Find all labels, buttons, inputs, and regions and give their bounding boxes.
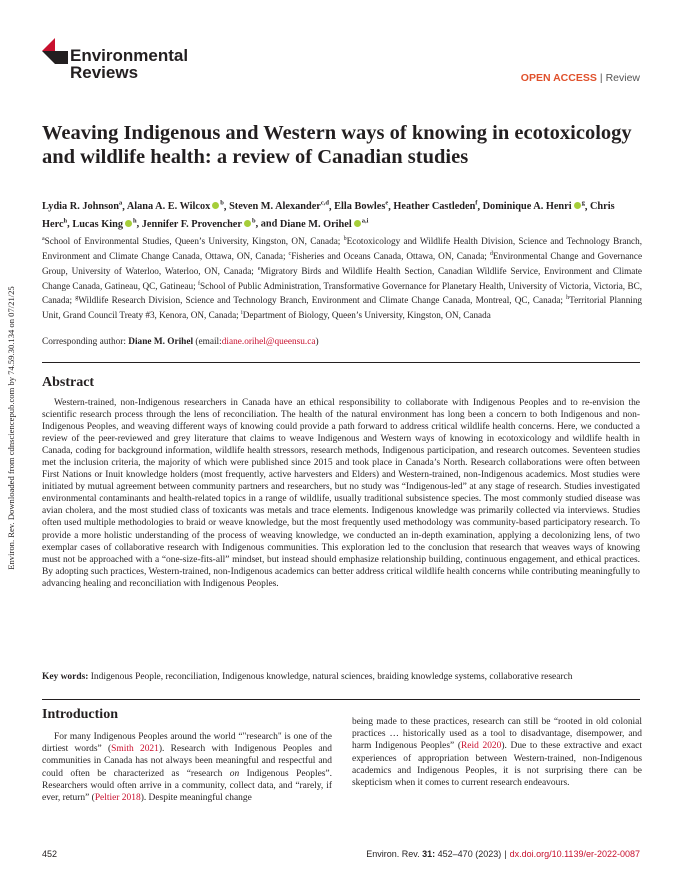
intro-text: ). Research with Indigenous Peoples and communities in Canada has not always been meaningful and respectful and could often be characterized as “research: [42, 744, 332, 779]
affiliation-mark: h: [566, 295, 570, 302]
author-affiliation-mark: e: [385, 200, 389, 207]
orcid-icon[interactable]: [354, 220, 361, 227]
orcid-icon[interactable]: [212, 202, 219, 209]
access-badge: [521, 72, 640, 84]
affiliations: [42, 233, 642, 322]
intro-text: ). Despite meaningful change: [140, 793, 252, 804]
corresponding-email-link[interactable]: diane.orihel@queensu.ca: [221, 337, 316, 347]
author-name: Lucas King: [72, 218, 123, 230]
download-note-text: Environ. Rev. Downloaded from cdnsciencepub.com by 74.59.30.134 on 07/21/25: [6, 286, 16, 570]
introduction-heading: Introduction: [42, 707, 118, 722]
open-access-label: OPEN ACCESS: [520, 72, 597, 84]
article-title: Weaving Indigenous and Western ways of knowing in ecotoxicology and wildlife health: a review of Canadian studies: [42, 122, 632, 168]
affiliation-mark: i: [241, 310, 243, 317]
intro-text: ). Due to these extractive and exact experiences of appropriation between Western-trained, non-Indigenous academics and Indigenous Peoples, it is not surprising there can be skepticism when it comes to current research endeavours.: [352, 741, 642, 789]
citation-link-peltier[interactable]: Peltier 2018: [94, 793, 141, 804]
author-affiliation-mark: a,i: [361, 217, 369, 225]
author-name: Alana A. E. Wilcox: [126, 201, 211, 213]
footer-separator: |: [504, 849, 507, 859]
affiliation-text: School of Environmental Studies, Queen’s University, Kingston, ON, Canada;: [44, 236, 341, 247]
affiliation-text: Territorial Planning Unit, Grand Council Treaty #3, Kenora, ON, Canada;: [42, 295, 643, 321]
doi-link[interactable]: dx.doi.org/10.1139/er-2022-0087: [509, 849, 640, 859]
author-affiliation-mark: b: [220, 200, 224, 207]
affiliation-text: Wildlife Research Division, Science and Technology Branch, Environment and Climate Change Canada, Montreal, QC, Canada;: [78, 295, 563, 306]
affiliation-mark: d: [489, 250, 493, 257]
author-name: Jennifer F. Provencher: [141, 218, 242, 230]
author-affiliation-mark: f: [475, 200, 478, 207]
intro-text: being made to these practices, research can still be “rooted in old colonial practices … historically used as a tool to disadvantage, disempower, and harm Indigenous Peoples” (: [352, 717, 642, 752]
affiliation-text: School of Public Administration, Transformative Governance for Planetary Health, University of Victoria, Victoria, BC, Canada;: [42, 280, 642, 306]
author-name: Chris Herc: [42, 201, 615, 230]
author: [142, 219, 256, 230]
journal-name-line1: Environmental: [70, 46, 189, 65]
keywords-text: Indigenous People, reconciliation, Indigenous knowledge, natural sciences, braiding knowledge systems, collaborative research: [90, 672, 573, 682]
affiliation-mark: b: [343, 236, 347, 242]
intro-text: Indigenous Peoples”. Researchers would often arrive in a community, collect data, and “rarely, if ever, return” (: [42, 768, 332, 804]
affiliation-mark: e: [257, 265, 261, 272]
email-prefix: (email:: [195, 337, 222, 347]
author: [127, 201, 224, 212]
keywords: [42, 671, 640, 684]
author-affiliation-mark: h: [132, 217, 137, 225]
affiliation-text: Environmental Change and Governance Group, University of Waterloo, Waterloo, ON, Canada;: [42, 250, 643, 276]
affiliation-mark: c: [288, 250, 292, 257]
affiliation-text: Migratory Birds and Wildlife Health Section, Canadian Wildlife Service, Environment and Climate Change Canada, Gatineau, QC, Gatineau;: [42, 265, 643, 291]
footer-journal: Environ. Rev.: [366, 849, 420, 859]
affiliation-mark: f: [198, 280, 201, 287]
intro-emphasis: on: [229, 768, 240, 779]
affiliation-text: Fisheries and Oceans Canada, Ottawa, ON, Canada;: [291, 250, 487, 261]
author: [483, 201, 585, 212]
author-name: Ella Bowles: [334, 201, 386, 213]
page-number: 452: [42, 849, 58, 859]
author-affiliation-mark: b: [251, 217, 256, 225]
introduction-left-column: [42, 731, 332, 804]
author: [72, 219, 136, 230]
citation-link-reid[interactable]: Reid 2020: [461, 741, 502, 752]
journal-logo-icon: [42, 38, 68, 64]
section-divider-top: [42, 362, 640, 363]
author: [334, 201, 388, 212]
intro-text: For many Indigenous Peoples around the world “"research" is one of the dirtiest words” (: [42, 732, 332, 755]
affiliation-mark: a: [42, 236, 45, 242]
author-affiliation-mark: a: [118, 200, 123, 207]
author: [280, 219, 368, 230]
author-name: Diane M. Orihel: [279, 218, 352, 230]
footer-pages-year: 452–470 (2023): [437, 849, 502, 859]
abstract-text: Western-trained, non-Indigenous researchers in Canada have an ethical responsibility to collaborate with Indigenous Peoples and to re-envision the scientific research process through the lens of reconciliation. The health of the natural environment has long been a concern to both Indigenous and non-Indigenous Peoples, and weaving different ways of knowing could provide a path forward to address critical wildlife health concerns. Here, we conducted a review of the peer-reviewed and grey literature that claims to weave Indigenous and Western ways of knowing in ecotoxicology and wildlife health in Canada, coding for background information, wildlife health stressors, research methods, Indigenous participation, and research outcomes. Seventeen studies met the inclusion criteria, the majority of which were published since 2015 and took place in Canada’s North. Research collaborations were often between First Nations or Inuit knowledge holders (most frequently, active harvesters and Elders) and Western-trained, non-Indigenous academics. Most studies were initiated by mutual agreement between community partners and researchers, but no study was “Indigenous-led” at any stage of research. Studies investigated environmental contaminants and health-related topics in a range of wildlife, usually traditional subsistence species. The most commonly studied disease was avian cholera, and the most studied class of toxicants was metals and trace elements. Indigenous knowledge was primarily collected via interviews. Studies often used multiple methodologies to braid or weave knowledge, but the most frequently used methodology was community-based participatory research. To provide a more holistic understanding of the process of weaving knowledge, we conducted an in-depth examination, applying a decolonizing lens, of two exemplar cases of collaborative research with Indigenous communities. This exploration led to the conclusion that research that weaves ways of knowing must not be approached with a “one-size-fits-all” mindset, but instead should emphasize relationship building, continuous engagement, and ethical practices. By adopting such practices, Western-trained, non-Indigenous academics can better address critical wildlife health concerns while contributing meaningfully to advancing healing and reconciliation with Indigenous Peoples.: [42, 398, 640, 589]
corresponding-name: Diane M. Orihel: [128, 337, 194, 347]
affiliation-text: Ecotoxicology and Wildlife Health Division, Science and Technology Branch, Environment and Climate Change Canada, Ottawa, ON, Canada;: [42, 236, 643, 261]
author: [393, 201, 477, 212]
abstract-heading: Abstract: [42, 375, 95, 390]
introduction-right-column: [352, 716, 642, 789]
keywords-label: Key words:: [42, 672, 89, 682]
author-affiliation-mark: c,d: [320, 200, 329, 207]
affiliation-mark: g: [75, 295, 79, 302]
author-list: Lydia R. Johnson$^a$, Alana A. E. Wilcox $^b$, Steven M. Alexander$^{c,d}$, Ella Bowles$^e$, Heather Castleden$^f$, Dominique A. Henri $^g$, Chris Herc$^h$, Lucas King $^h$, Jennifer F. Provencher $^b$, and Diane M. Orihel $^{a,i}$: [42, 200, 615, 230]
author-affiliation-mark: h: [63, 217, 68, 225]
author-affiliation-mark: g: [581, 200, 585, 207]
author-name: Heather Castleden: [393, 201, 476, 213]
email-suffix: ): [315, 337, 319, 347]
citation-footer: [366, 849, 640, 859]
article-type: Review: [605, 72, 640, 84]
author-name: Dominique A. Henri: [482, 201, 572, 213]
corresponding-author: [42, 337, 642, 347]
orcid-icon[interactable]: [244, 220, 251, 227]
corresponding-label: Corresponding author:: [42, 337, 126, 347]
journal-name-line2: Reviews: [70, 63, 139, 82]
orcid-icon[interactable]: [574, 202, 581, 209]
footer-volume: 31:: [422, 849, 436, 859]
author: [229, 201, 329, 212]
access-separator: |: [599, 72, 603, 84]
author-name: Lydia R. Johnson: [42, 201, 119, 213]
citation-link-smith[interactable]: Smith 2021: [111, 744, 159, 755]
section-divider-bottom: [42, 699, 640, 700]
author-name: Steven M. Alexander: [229, 201, 321, 213]
author: [42, 201, 122, 212]
orcid-icon[interactable]: [125, 220, 132, 227]
journal-logo[interactable]: [42, 38, 192, 88]
journal-name: [70, 47, 188, 81]
download-side-note: [2, 228, 20, 628]
affiliation-text: Department of Biology, Queen’s University, Kingston, ON, Canada: [242, 310, 491, 321]
